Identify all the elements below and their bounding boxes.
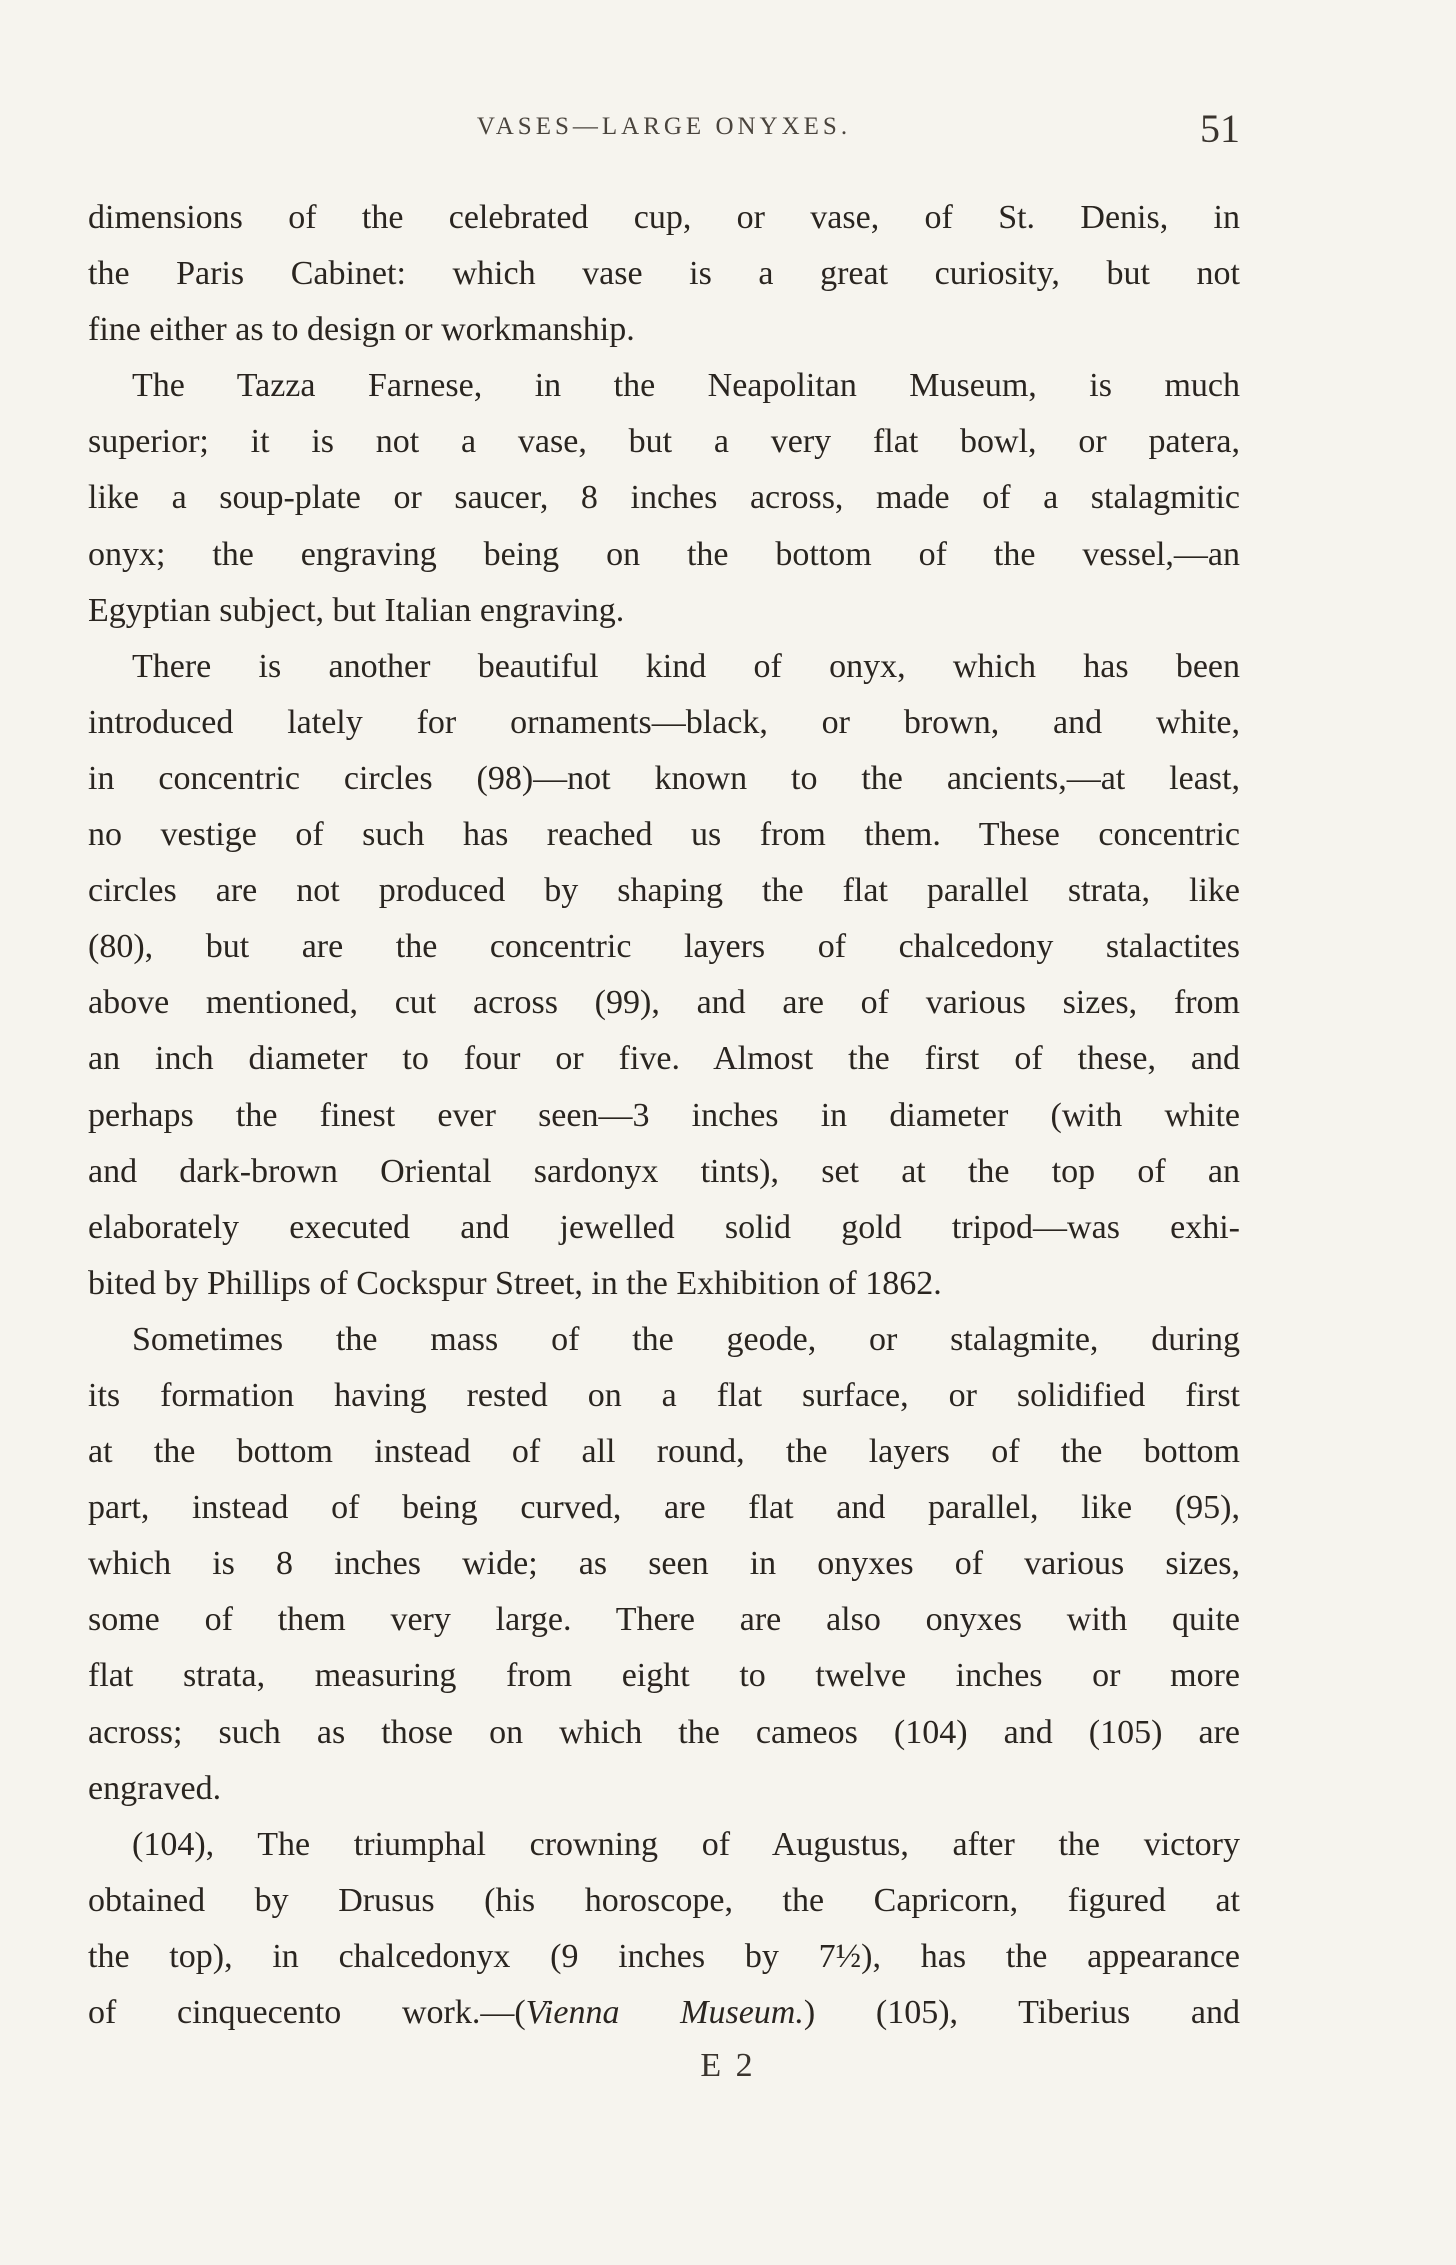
text-line: Egyptian subject, but Italian engraving. <box>88 591 625 629</box>
museum-citation: Vienna Museum. <box>525 1994 804 2031</box>
text-line: The Tazza Farnese, in the Neapolitan Museum, is much <box>132 367 1240 405</box>
text-line: (104), The triumphal crowning of Augustus, after the victory <box>132 1825 1240 1863</box>
signature-mark <box>0 2047 1456 2085</box>
text-line: and dark-brown Oriental sardonyx tints), set at the top of an <box>88 1152 1240 1190</box>
text-line: part, instead of being curved, are flat and parallel, like (95), <box>88 1489 1240 1527</box>
body-text <box>88 190 1240 2041</box>
text-line: superior; it is not a vase, but a very flat bowl, or patera, <box>88 423 1240 461</box>
text-line: circles are not produced by shaping the flat parallel strata, like <box>88 872 1240 910</box>
text-line: fine either as to design or workmanship. <box>88 311 635 349</box>
text-line: (80), but are the concentric layers of chalcedony stalactites <box>88 928 1240 966</box>
text-line: obtained by Drusus (his horoscope, the Capricorn, figured at <box>88 1881 1240 1919</box>
text-line: no vestige of such has reached us from them. These concentric <box>88 816 1240 854</box>
text-line: Sometimes the mass of the geode, or stalagmite, during <box>132 1320 1240 1358</box>
text-line: in concentric circles (98)—not known to the ancients,—at least, <box>88 759 1240 797</box>
running-title: VASES—LARGE ONYXES. <box>476 113 852 140</box>
text-line: across; such as those on which the cameos (104) and (105) are <box>88 1713 1240 1751</box>
text-line: the top), in chalcedonyx (9 inches by 7½), has the appearance <box>88 1937 1240 1975</box>
text-line-final <box>88 1985 1240 2041</box>
page-number: 51 <box>1200 106 1240 151</box>
signature-text: E 2 <box>700 2047 756 2084</box>
text-line: dimensions of the celebrated cup, or vase, of St. Denis, in <box>88 199 1240 236</box>
text-line: an inch diameter to four or five. Almost the first of these, and <box>88 1040 1240 1078</box>
text-line: at the bottom instead of all round, the layers of the bottom <box>88 1433 1240 1471</box>
text-line: There is another beautiful kind of onyx, which has been <box>132 647 1240 685</box>
text-line: onyx; the engraving being on the bottom of the vessel,—an <box>88 535 1240 573</box>
text-line: which is 8 inches wide; as seen in onyxes of various sizes, <box>88 1545 1240 1583</box>
text-fragment: of cinquecento work.—( <box>88 1994 526 2031</box>
text-line: perhaps the finest ever seen—3 inches in diameter (with white <box>88 1096 1240 1134</box>
text-line: introduced lately for ornaments—black, or brown, and white, <box>88 703 1240 741</box>
text-line: some of them very large. There are also onyxes with quite <box>88 1601 1240 1639</box>
text-line: like a soup-plate or saucer, 8 inches across, made of a stalagmitic <box>88 479 1240 517</box>
text-line: engraved. <box>88 1769 222 1807</box>
text-line: elaborately executed and jewelled solid gold tripod—was exhi- <box>88 1208 1240 1246</box>
text-fragment: ) (105), Tiberius and <box>803 1994 1240 2031</box>
text-line: bited by Phillips of Cockspur Street, in the Exhibition of 1862. <box>88 1264 942 1302</box>
running-head <box>88 105 1240 155</box>
text-line: above mentioned, cut across (99), and are of various sizes, from <box>88 984 1240 1022</box>
text-line: the Paris Cabinet: which vase is a great curiosity, but not <box>88 255 1240 293</box>
text-line: its formation having rested on a flat surface, or solidified first <box>88 1376 1240 1414</box>
text-line: flat strata, measuring from eight to twelve inches or more <box>88 1657 1240 1695</box>
